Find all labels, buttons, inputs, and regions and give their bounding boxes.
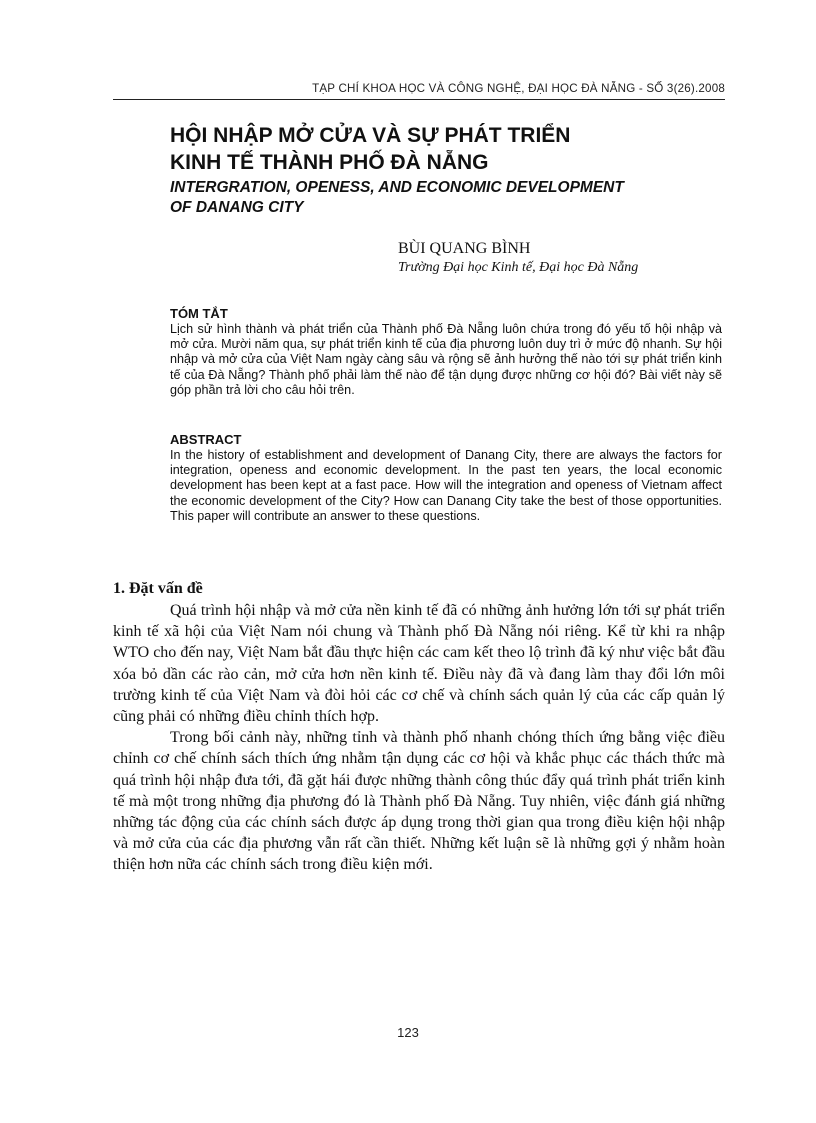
summary-english bbox=[170, 432, 722, 524]
section-1-paragraph-1: Quá trình hội nhập và mở cửa nền kinh tế đã có những ảnh hưởng lớn tới sự phát triển kinh tế xã hội của Việt Nam nói chung và Thành phố Đà Nẵng nói riêng. Kể từ khi ra nhập WTO cho đến nay, Việt Nam bắt đầu thực hiện các cam kết theo lộ trình đã ký như việc bắt đầu xóa bỏ dần các rào cản, mở cửa hơn nền kinh tế. Điều này đã và đang làm thay đổi lớn môi trường kinh tế của Việt Nam và đòi hỏi các cơ chế và chính sách quản lý của các cấp quản lý cũng phải có những điều chỉnh thích hợp. bbox=[113, 602, 725, 726]
title-vn-line-2: KINH TẾ THÀNH PHỐ ĐÀ NẴNG bbox=[170, 151, 489, 174]
page-number: 123 bbox=[397, 1025, 419, 1040]
title-en-line-1: INTERGRATION, OPENESS, AND ECONOMIC DEVELOPMENT bbox=[170, 179, 624, 196]
author-affiliation: Trường Đại học Kinh tế, Đại học Đà Nẵng bbox=[398, 260, 639, 275]
summary-vietnamese bbox=[170, 306, 722, 398]
title-vn-line-1: HỘI NHẬP MỞ CỬA VÀ SỰ PHÁT TRIỂN bbox=[170, 124, 571, 147]
journal-header: TẠP CHÍ KHOA HỌC VÀ CÔNG NGHỆ, ĐẠI HỌC ĐÀ NẴNG - SỐ 3(26).2008 bbox=[312, 82, 725, 95]
section-1-heading: 1. Đặt vấn đề bbox=[113, 580, 203, 597]
title-english bbox=[170, 178, 730, 218]
section-1-paragraph-2: Trong bối cảnh này, những tỉnh và thành phố nhanh chóng thích ứng bằng việc điều chỉnh cơ chế chính sách thích ứng nhằm tận dụng các cơ hội và khắc phục các thách thức mà quá trình hội nhập đưa tới, đã gặt hái được những thành công thúc đẩy quá trình phát triển kinh tế mà một trong những địa phương đó là Thành phố Đà Nẵng. Tuy nhiên, việc đánh giá những những tác động của các chính sách được áp dụng trong thời gian qua trong điều kiện hội nhập và mở cửa của các địa phương vẫn rất cần thiết. Những kết luận sẽ là những gợi ý nhằm hoàn thiện hơn nữa các chính sách trong điều kiện mới. bbox=[113, 729, 725, 874]
title-vietnamese bbox=[170, 122, 730, 176]
abstract-text: In the history of establishment and development of Danang City, there are always the factors for integration, openess and economic development. In the past ten years, the local economic development has been kept at a fast pace. How will the integration and openess of Vietnam affect the economic development of the City? How can Danang City take the best of those opportunities. This paper will contribute an answer to these questions. bbox=[170, 448, 722, 523]
title-en-line-2: OF DANANG CITY bbox=[170, 199, 304, 216]
abstract-heading: ABSTRACT bbox=[170, 432, 242, 447]
header-rule bbox=[113, 99, 725, 100]
section-1-body bbox=[113, 600, 725, 876]
summary-vn-text: Lịch sử hình thành và phát triển của Thành phố Đà Nẵng luôn chứa trong đó yếu tố hội nhập và mở cửa. Mười năm qua, sự phát triển kinh tế của địa phương luôn duy trì ở mức độ nhanh. Sự hội nhập và mở cửa của Việt Nam ngày càng sâu và rộng sẽ ảnh hưởng thế nào tới sự phát triển kinh tế của Đà Nẵng? Thành phố phải làm thế nào để tận dụng được những cơ hội đó? Bài viết này sẽ góp phần trả lời cho câu hỏi trên. bbox=[170, 322, 722, 397]
summary-vn-heading: TÓM TẮT bbox=[170, 306, 228, 321]
author-name: BÙI QUANG BÌNH bbox=[398, 240, 531, 257]
